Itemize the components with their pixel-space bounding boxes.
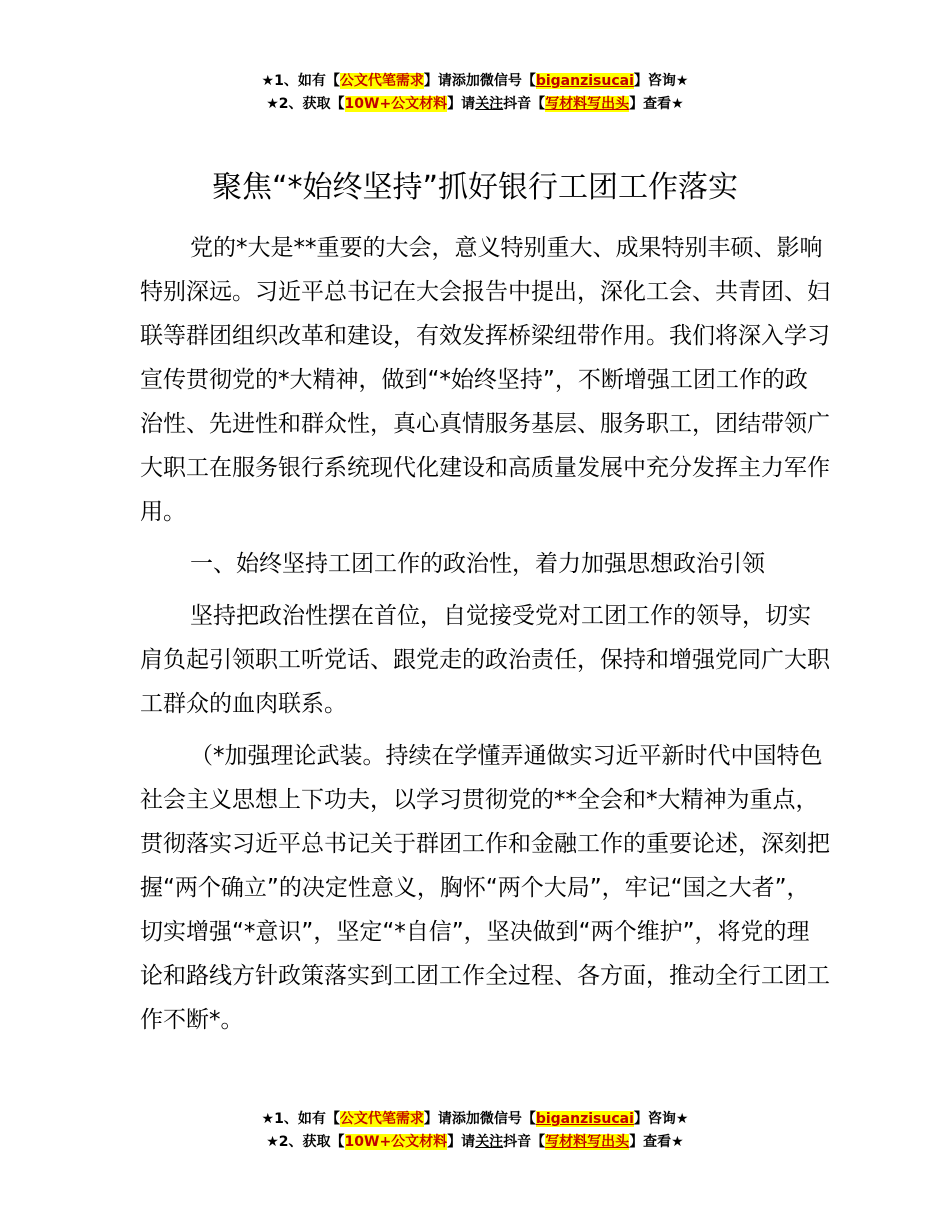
promo-highlight: 公文代笔需求 — [339, 73, 424, 89]
body-paragraph: （*加强理论武装。持续在学懂弄通做实习近平新时代中国特色社会主义思想上下功夫，以学习贯彻党的**全会和*大精神为重点，贯彻落实习近平总书记关于群团工作和金融工作的重要论述，深刻把握“两个确立”的决定性意义，胸怀“两个大局”，牢记“国之大者”，切实增强“*意识”，坚定“*自信”，坚决做到“两个维护”，将党的理论和路线方针政策落实到工团工作全过程、各方面，推动全行工团工作不断*。 — [140, 743, 830, 1033]
douyin-account: 写材料写出头 — [545, 96, 630, 112]
footer-promo-banner — [0, 1108, 950, 1154]
promo-line-2: ★2、获取【10W+公文材料】请关注抖音【写材料写出头】查看★ — [266, 96, 684, 112]
promo-line-1: ★1、如有【公文代笔需求】请添加微信号【biganzisucai】咨询★ — [261, 1111, 689, 1127]
body-paragraph: 党的*大是**重要的大会，意义特别重大、成果特别丰硕、影响特别深远。习近平总书记在大会报告中提出，深化工会、共青团、妇联等群团组织改革和建设，有效发挥桥梁纽带作用。我们将深入学习宣传贯彻党的*大精神，做到“*始终坚持”，不断增强工团工作的政治性、先进性和群众性，真心真情服务基层、服务职工，团结带领广大职工在服务银行系统现代化建设和高质量发展中充分发挥主力军作用。 — [140, 235, 830, 525]
promo-line-1: ★1、如有【公文代笔需求】请添加微信号【biganzisucai】咨询★ — [261, 73, 689, 89]
promo-highlight: 公文代笔需求 — [339, 1111, 424, 1127]
promo-highlight: 10W+公文材料 — [344, 96, 448, 112]
header-promo-banner — [0, 70, 950, 116]
wechat-id: biganzisucai — [535, 1111, 634, 1127]
wechat-id: biganzisucai — [535, 73, 634, 89]
follow-text: 关注 — [475, 1134, 504, 1150]
document-title: 聚焦“*始终坚持”抓好银行工团工作落实 — [211, 170, 739, 205]
douyin-account: 写材料写出头 — [545, 1134, 630, 1150]
follow-text: 关注 — [475, 96, 504, 112]
body-paragraph: 坚持把政治性摆在首位，自觉接受党对工团工作的领导，切实肩负起引领职工听党话、跟党走的政治责任，保持和增强党同广大职工群众的血肉联系。 — [140, 603, 830, 717]
promo-line-2: ★2、获取【10W+公文材料】请关注抖音【写材料写出头】查看★ — [266, 1134, 684, 1150]
document-body — [140, 226, 830, 1042]
section-heading: 一、始终坚持工团工作的政治性，着力加强思想政治引领 — [190, 551, 765, 577]
promo-highlight: 10W+公文材料 — [344, 1134, 448, 1150]
